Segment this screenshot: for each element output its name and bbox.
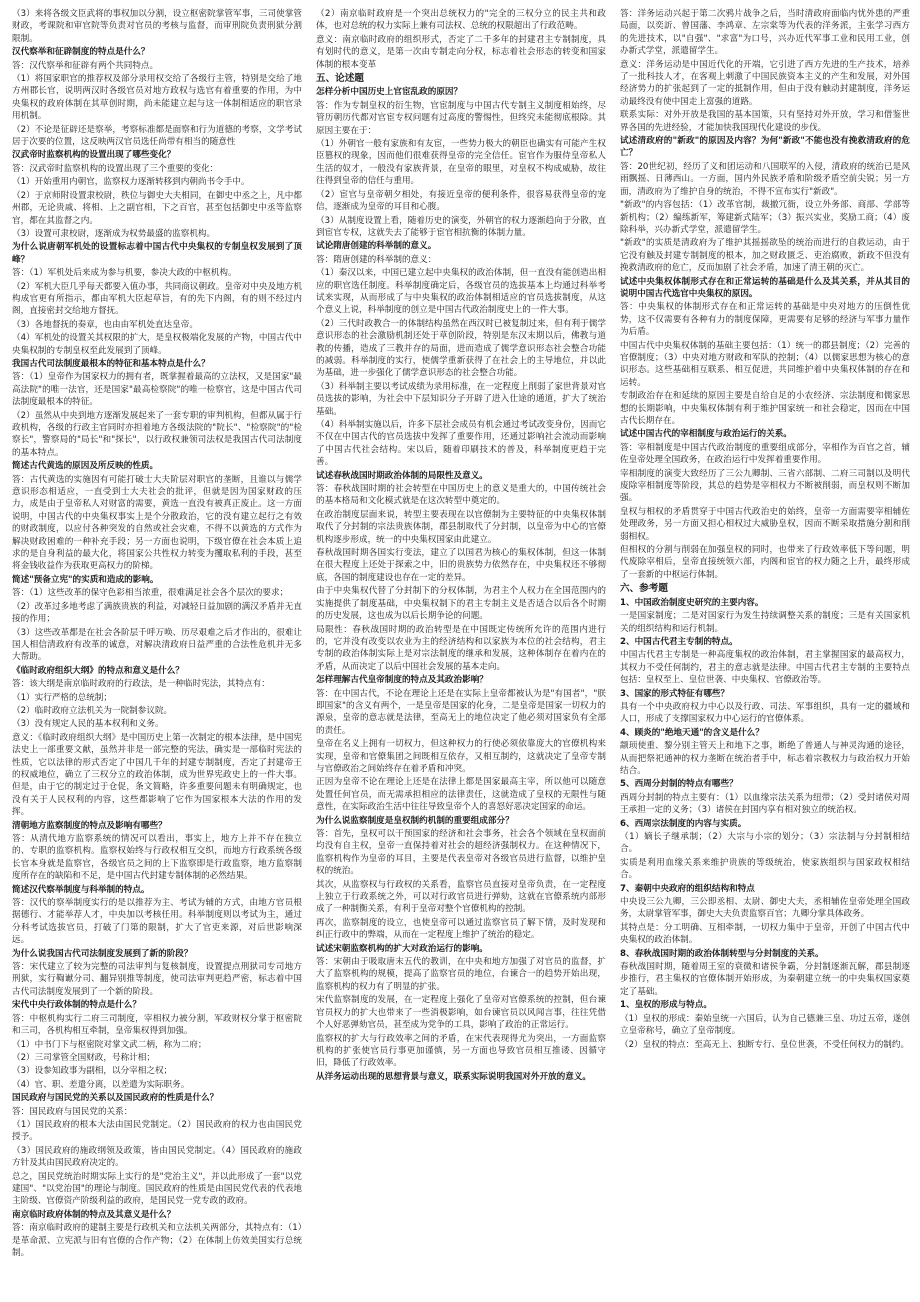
answer-paragraph: 宰相制度的演变大致经历了三公九卿制、三省六部制、二府三司制以及明代废除宰相制度等阶段，其总的趋势是宰相权力不断被削弱，而皇权则不断加强。: [620, 468, 910, 504]
question-heading: 汉代察举和征辟制度的特点是什么？: [12, 47, 150, 58]
answer-paragraph: 一是国家制度；二是对国家行为发生持续调整关系的制度；三是有关国家机关的组织结构和运行机制。: [620, 611, 910, 634]
question-heading: 1、中国政治制度史研究的主要内容。: [620, 597, 764, 608]
answer-paragraph: （3）设置可隶校尉，逐渐成为权势最盛的监察机构。: [12, 228, 216, 239]
question-heading: 简述汉代察举制度与科举制的特点。: [12, 884, 150, 895]
answer-paragraph: （2）宦官与皇帝朝夕相处，有接近皇帝的便利条件，很容易获得皇帝的宠信，逐渐成为皇帝的耳目和心腹。: [316, 189, 606, 213]
question-heading: 4、顾炎的"绝地天通"的含义是什么？: [620, 727, 764, 738]
answer-paragraph: 西周分封制的特点主要有：（1）以血缘宗法关系为纽带；（2）受封诸侯对周王承担一定的义务；（3）诸侯在封国内享有相对独立的统治权。: [620, 792, 910, 816]
answer-paragraph: 专制政治存在和延续的原因主要是自给自足的小农经济、宗法制度和儒家思想的长期影响，中央集权体制有利于维护国家统一和社会稳定，因而在中国古代长期存在。: [620, 391, 910, 426]
answer-paragraph: （2）南京临时政府是一个突出总统权力的"完全的三权分立的民主共和政体，也对总统的权力实际上兼有司法权、总统的权限超出了行政范畴。: [316, 9, 606, 32]
answer-paragraph: （1）实行严格的总统制；: [12, 692, 112, 703]
question-heading: 试述春秋战国时期政治体制的局限性及意义。: [316, 470, 488, 481]
question-heading: 宋代中央行政体制的特点是什么？: [12, 1000, 141, 1011]
question-heading: 8、春秋战国时期的政治体制转型与分封制度的关系。: [620, 948, 824, 959]
question-heading: 试述中国古代的宰相制度与政治运行的关系。: [620, 429, 792, 440]
answer-paragraph: （3）从制度设置上看，随着历史的演变，外朝官的权力逐渐趋向于分散，直到宦官专权，这就失去了能够于宦官相抗衡的体制力量。: [316, 215, 606, 238]
answer-paragraph: 答：国民政府与国民党的关系：: [12, 1106, 133, 1117]
question-heading: 怎样理解古代皇帝制度的特点及其政治影响？: [316, 675, 488, 686]
question-heading: 国民政府与国民党的关系以及国民政府的性质是什么？: [12, 1093, 219, 1104]
answer-paragraph: 正因为皇帝不论在理论上还是在法律上都是国家最高主宰，所以他可以随意处置任何官员，而无需承担相应的法律责任，这就造成了皇权的无限性与随意性，在实际政治生活中往往导致皇帝个人的喜怒好恶决定国家的命运。: [316, 777, 606, 813]
answer-paragraph: （4）军机处的设置关其权限的扩大，是皇权极端化发展的产物，中国古代中央集权制的专制皇权至此发展到了顶峰。: [12, 333, 302, 356]
answer-paragraph: 其次，从监察权与行政权的关系看，监察官员直接对皇帝负责，在一定程度上独立于行政系统之外，可以对行政官员进行弹劾，这就在官僚系统内部形成了一种制衡关系，有利于皇帝对整个官僚机构的控制。: [316, 879, 606, 915]
answer-paragraph: 皇权与相权的矛盾贯穿于中国古代政治史的始终，皇帝一方面需要宰相辅佐处理政务，另一方面又担心相权过大威胁皇权，因而不断采取措施分割和削弱相权。: [620, 506, 910, 542]
answer-paragraph: （1）嫡长子继承制；（2）大宗与小宗的划分；（3）宗法制与分封制相结合。: [620, 832, 910, 855]
answer-paragraph: （2）皇权的特点：至高无上、独断专行、皇位世袭，不受任何权力的制约。: [620, 1039, 910, 1050]
question-heading: 简述"预备立宪"的实质和造成的影响。: [12, 574, 159, 585]
answer-paragraph: （2）军机大臣几乎每天都要入值办事，共同商议朝政。皇帝对中央及地方机构成官更有所指示，都由军机大臣起草旨，有的先下内阁，有的则不经过内阁，直接密封交给地方督抚。: [12, 281, 302, 317]
answer-paragraph: （4）科举制实施以后，许多下层社会成员有机会通过考试改变身份，因而它不仅在中国古代的官员选拔中发挥了重要作用，还通过影响社会流动而影响了中国古代社会结构。宋以后，随着印刷技术的普及，科举制度更趋于完善。: [316, 420, 606, 468]
answer-paragraph: （4）官、职、差遣分离，以差遣为实际职务。: [12, 1079, 190, 1090]
question-heading: 怎样分析中国历史上官宦乱政的原因？: [316, 87, 463, 98]
question-heading: 为什么说我国古代司法制度发展到了新的阶段？: [12, 948, 193, 959]
answer-paragraph: （2）虽然从中央到地方逐渐发展起来了一套专职的审判机构，但都从属于行政机构，各级的行政主官同时亦担着地方各级法院的"院长"、"检察院"的"检察长"，警察局的"局长"和"探长"，以行政权兼领司法权是我国古代司法制度的基本特点。: [12, 410, 302, 458]
question-heading: 《临时政府组织大纲》的特点和意义是什么？: [12, 665, 184, 676]
answer-paragraph: （3）设参知政事为副相，以分宰相之权；: [12, 1066, 173, 1077]
section-heading: 五、论述题: [316, 73, 364, 85]
answer-paragraph: 在政治制度层面来说，转型主要表现在以官僚制为主要特征的中央集权体制取代了分封制的宗法贵族体制，郡县制取代了分封制，以皇帝为中心的官僚机构逐步形成，统一的中央集权国家由此建立。: [316, 509, 606, 545]
question-heading: 简述古代黄选的原因及所反映的性质。: [12, 461, 159, 472]
answer-paragraph: （3）国民政府的施政纲领及政策，皆由国民党制定。（4）国民政府的施政方针及其由国民政府决定的。: [12, 1145, 302, 1169]
answer-paragraph: 答：隋唐创建的科举制的意义：: [316, 254, 437, 265]
answer-paragraph: （1）中书门下与枢密院对掌文武二柄，称为二府；: [12, 1039, 207, 1050]
answer-paragraph: （1）外朝官一般有家族和有友宦，一些势力极大的朝臣也确实有可能产生权臣篡权的现象，因而他们很难获得皇帝的完全信任。宦官作为服侍皇帝私人生活的奴才，一般没有家族背景，在皇帝的眼里，对皇权不构成威胁，故往往得到皇帝的信任与重用。: [316, 139, 606, 187]
answer-paragraph: 但相权的分割与削弱在加强皇权的同时，也带来了行政效率低下等问题，明代废除宰相后，皇帝直接统领六部，内阁和宦官的权力随之上升，最终形成了一套新的中枢运行体制。: [620, 545, 910, 580]
question-heading: 为什么说监察制度是皇权制约机制的重要组成部分？: [316, 815, 514, 826]
answer-paragraph: 答：宋朝由于吸取唐末五代的教训，在中央和地方加强了对官员的监督，扩大了监察机构的规模，提高了监察官员的地位，台谏合一的趋势开始出现，监察机构的权力有了明显的扩张。: [316, 957, 606, 992]
question-heading: 试述中央集权体制形式存在和正常运转的基础是什么及其关系，并从其目的说明中国古代选官中央集权的原因。: [620, 276, 910, 299]
question-heading: 汉武帝时监察机构的设置出现了哪些变化？: [12, 150, 176, 161]
answer-paragraph: 答：汉代的察举制度实行的是以推荐为主、考试为辅的方式，由地方官员根据德行、才能举荐人才，中央加以考核任用。科举制度则以考试为主，通过分科考试选拔官员，打破了门第的限制，扩大了官吏来源，对后世影响深远。: [12, 898, 302, 946]
question-heading: 试述清政府的"新政"的原因及内容？为何"新政"不能也没有挽救清政府的危亡？: [620, 136, 910, 159]
answer-paragraph: 皇帝在名义上拥有一切权力，但这种权力的行使必须依靠庞大的官僚机构来实现，皇帝和官僚集团之间既相互依存，又相互制约，这就决定了皇帝专制与官僚政治之间始终存在着矛盾和冲突。: [316, 739, 606, 774]
answer-paragraph: （1）国民政府的根本大法由国民党制定。（2）国民政府的权力也由国民党授予。: [12, 1119, 302, 1143]
answer-paragraph: （3）各地督抚的奏章，也由由军机处直达皇帝。: [12, 319, 198, 330]
question-heading: 2、中国古代君主专制的特点。: [620, 636, 738, 647]
column-right: [620, 8, 910, 1294]
answer-paragraph: 联系实际：对外开放是我国的基本国策，只有坚持对外开放，学习和借鉴世界各国的先进经验，才能加快我国现代化建设的步伐。: [620, 110, 910, 133]
answer-paragraph: 中国古代中央集权体制的基础主要包括：（1）统一的郡县制度；（2）完善的官僚制度；（3）中央对地方财政和军队的控制；（4）以儒家思想为核心的意识形态。这些基础相互联系、相互促进，共同维护着中央集权体制的存在和运转。: [620, 340, 910, 388]
answer-paragraph: （1）秦汉以来，中国已建立起中央集权的政治体制，但一直没有能创造出相应的职官选任制度。科举制度确定后，各级官员的选拔基本上均通过科举考试来实现，从而形成了与中央集权的政治体制相适应的官员选拔制度，从这个意义上说，科举制度的创立是中国古代政治制度史上的一件大事。: [316, 268, 606, 316]
answer-paragraph: （3）来将各级文臣武将的事权加以分割，设立枢密院掌管军事，三司使掌管财政，考课院和审官院等负责对官员的考核与监督，而审刑院负责刑狱分割限制。: [12, 9, 302, 44]
answer-paragraph: 答：（1）军机处后来成为参与机要，参决大政的中枢机构。: [12, 268, 237, 279]
answer-paragraph: 宋代监察制度的发展，在一定程度上强化了皇帝对官僚系统的控制，但台谏官员权力的扩大也带来了一些消极影响，如台谏官员以风闻言事，往往凭借个人好恶弹劾官员，甚至成为党争的工具，影响了政治的正常运行。: [316, 995, 606, 1031]
answer-paragraph: 颛顼使重、黎分别主管天上和地下之事，断绝了普通人与神灵沟通的途径，从而把祭祀通神的权力垄断在统治者手中，标志着宗教权力与政治权力开始结合。: [620, 741, 910, 776]
answer-paragraph: 再次，监察制度的设立，也使皇帝可以通过监察官员了解下情，及时发现和纠正行政中的弊端，从而在一定程度上维护了统治的稳定。: [316, 917, 606, 941]
answer-paragraph: 答：洋务运动兴起于第二次鸦片战争之后，当时清政府面临内忧外患的严重局面，以奕訢、曾国藩、李鸿章、左宗棠等为代表的洋务派，主张学习西方的先进技术，以"自强"、"求富"为口号，兴办近代军事工业和民用工业，创办新式学堂，派遣留学生。: [620, 9, 910, 57]
answer-paragraph: 答：宰相制度是中国古代政治制度的重要组成部分，宰相作为百官之首，辅佐皇帝处理全国政务，在政治运行中发挥着重要作用。: [620, 442, 910, 466]
question-heading: 6、西周宗法制度的内容与实质。: [620, 818, 747, 829]
answer-paragraph: 答：南京临时政府的建制主要是行政机关和立法机关两部分，其特点有：（1）是革命派、立宪派与旧有官僚的合作产物；（2）在体制上仿效美国实行总统制。: [12, 1223, 302, 1258]
answer-paragraph: 答：宋代建立了较为完整的司法审判与复核制度，设置提点刑狱司专司地方刑狱，实行鞫谳分司、翻异别推等制度，使司法审判更趋严密，标志着中国古代司法制度发展到了一个新的阶段。: [12, 962, 302, 997]
column-middle: [316, 8, 606, 1294]
column-left: [12, 8, 302, 1294]
question-heading: 为什么说唐朝军机处的设置标志着中国古代中央集权的专制皇权发展到了顶峰？: [12, 242, 302, 265]
question-heading: 1、皇权的形成与特点。: [620, 1000, 712, 1011]
question-heading: 清朝地方监察制度的特点及影响有哪些？: [12, 820, 167, 831]
answer-paragraph: 答：该大纲是南京临时政府的行政法，是一种临时宪法，其特点有：: [12, 679, 270, 690]
question-heading: 5、西周分封制的特点有哪些？: [620, 779, 738, 790]
answer-paragraph: 由于中央集权代替了分封制下的分权体制，为君主个人权力在全国范围内的实施提供了制度基础，中央集权制下的君主专制主义是否适合以后各个时期的历史发展，这也成为以后长期争论的问题。: [316, 586, 606, 622]
answer-paragraph: （1）皇权的形成：秦始皇统一六国后，认为自己德兼三皇、功过五帝，遂创立皇帝称号，确立了皇帝制度。: [620, 1013, 910, 1037]
answer-paragraph: （2）三司掌管全国财政，号称计相；: [12, 1052, 155, 1063]
answer-paragraph: 答：从清代地方监察系统的情况可以看出，事实上，地方上并不存在独立的、专职的监察机构。监察权始终与行政权相互交织，而地方行政系统各级长官本身就是监察官，各级官员之间的上下监察即是行政监察，地方监察制度所存在的缺陷和不足，是中国古代封建专制体制的必然结果。: [12, 834, 302, 882]
question-heading: 试论隋唐创建的科举制的意义。: [316, 241, 437, 252]
answer-paragraph: "新政"的内容包括：（1）改革官制，裁撤冗衙，设立外务部、商部、学部等新机构；（2）编练新军，筹建新式陆军；（3）振兴实业，奖励工商；（4）废除科举，兴办新式学堂，派遣留学生。: [620, 200, 910, 235]
question-heading: 我国古代司法制度最根本的特征和基本特点是什么？: [12, 358, 210, 369]
question-heading: 3、国家的形式特征有哪些？: [620, 688, 730, 699]
answer-paragraph: （2）三代时政教合一的体制结构虽然在西汉时已被复制过来，但有利于儒学意识形态的社会激励机制还处于草创阶段，特别是东汉末期以后，佛教与道教的传播，造成了三教并存的局面，进而造成了儒学意识形态社会整合功能的减弱。科举制度的实行，使儒学重新获得了在社会上的主导地位，并以此为基础，进一步强化了儒学意识形态的社会整合功能。: [316, 318, 606, 379]
answer-paragraph: 监察权的扩大与行政效率之间的矛盾，在宋代表现得尤为突出，一方面监察机构的扩张使官员行事更加谨慎，另一方面也导致官员相互推诿、因循守旧，降低了行政效率。: [316, 1033, 606, 1069]
question-heading: 试述宋朝监察机构的扩大对政治运行的影响。: [316, 943, 488, 954]
answer-paragraph: （1）将国家职官的推荐权及部分录用权交给了各级行主管，特别是交给了地方州郡长官，说明两汉时各级官员对地方政权与选官有着重要的作用，为中央集权的政府体制在其草创时期，尚未能建立起与这一体制相适应的职官录用机制。: [12, 74, 302, 122]
answer-paragraph: 具有一个中央政府权力中心以及行政、司法、军事组织，具有一定的疆域和人口，形成了支撑国家权力中心运行的官僚体系。: [620, 701, 910, 725]
answer-paragraph: （1）开始重用内朝官，监察权力逐渐转移到内朝尚书令手中。: [12, 177, 250, 188]
answer-paragraph: （2）不论是征辟还是察举，考察标准都是面察和行为道德的考察，文学考试居于次要的位置，这反映两汉官员选任尚带有相当的随意性: [12, 124, 302, 148]
answer-paragraph: 春秋战国时期各国实行变法，建立了以国君为核心的集权体制，但这一体制在很大程度上还处于探索之中，旧的贵族势力依然存在，中央集权还不够彻底，各国的制度建设也存在一定的差异。: [316, 548, 606, 583]
answer-paragraph: 答：春秋战国时期的社会转型在中国历史上的意义是重大的，中国传统社会的基本格局和文化模式就是在这次转型中奠定的。: [316, 484, 606, 507]
answer-paragraph: 答：中央集权的体制形式存在和正常运转的基础是中央对地方的压倒性优势，这不仅需要有各种有力的制度保障，更需要有足够的经济与军事力量作为后盾。: [620, 302, 910, 338]
answer-paragraph: 春秋战国时期，随着周王室的衰微和诸侯争霸，分封制逐渐瓦解，郡县制逐步推行，君主集权的官僚体制开始形成，为秦朝建立统一的中央集权国家奠定了基础。: [620, 962, 910, 997]
answer-paragraph: 答：（1）这些改革的保守色彩相当浓重，很难满足社会各个层次的要求；: [12, 588, 289, 599]
answer-paragraph: 答：（1）皇帝作为国家权力的拥有者，既掌握着最高的立法权，又是国家"最高法院"的唯一法官，还是国家"最高检察院"的唯一检察官，这是中国古代司法制度最根本的特征。: [12, 372, 302, 408]
answer-paragraph: 答：在中国古代，不论在理论上还是在实际上皇帝都被认为是"有国者"，"朕即国家"的含义有两个，一是皇帝是国家的化身，二是皇帝是国家一切权力的源泉，皇帝的意志就是法律，至高无上的地位决定了他必须对国家负有全部的责任。: [316, 688, 606, 736]
answer-paragraph: 意义：南京临时政府的组织形式，否定了二千多年的封建君主专制制度，具有划时代的意义，是第一次由专制走向分权，标志着社会形态的转变和国家体制的根本变革: [316, 34, 606, 70]
answer-paragraph: 其特点是：分工明确、互相牵制，一切权力集中于皇帝，开创了中国古代中央集权的政治体制。: [620, 922, 910, 946]
answer-paragraph: 答：古代黄选的实施因有可能打破士大夫阶层对职官的垄断，且谁以与儒学意识形态相适应，一直受到士大夫社会的批评，但就是因为国家财政的压力，成是由于皇帝私人对财富的需要，黄选一直没有被真正废止。这一方面说明，中国古代的中央集权事实上是个分散政治，它的没有建立起行之有效的财政制度，以应付各种突发的自然或社会灾难，不得不以黄选的方式作为解决财政困难的一种补充手段；另一方面也说明，下级官僚在社会本质上追求的是自身利益的最大化，将国家公共性权力转变为攫取私利的手段，甚至将金钱收益作为获取更高权力的阶梯。: [12, 474, 302, 572]
section-heading: 六、参考题: [620, 583, 668, 595]
answer-paragraph: 答：汉代察举和征辟有两个共同特点。: [12, 60, 159, 71]
answer-paragraph: 总之，国民党统治时期实际上实行的是"党治主义"，并以此形成了一套"以党建国"、"以党治国"的理论与制度。国民政府的性质是由国民党代表的代表地主阶级、官僚资产阶级利益的政府，是国民党一党专政的政府。: [12, 1171, 302, 1207]
answer-paragraph: （3）这些改革都是在社会各阶层千呼万唤、历尽艰难之后才作出的，很难让国人相信清政府有改革的诚意，对解决清政府日益严重的合法性危机并无多大帮助。: [12, 627, 302, 663]
answer-paragraph: 答：首先，皇权可以干预国家的经济和社会事务，社会各个领域在皇权面前均没有自主权，皇帝一直保持着对社会的超经济强制权力。在这种情况下，监察机构作为皇帝的耳目，主要是代表皇帝对各级官员进行监督，以维护皇权的统治。: [316, 829, 606, 877]
answer-paragraph: 意义：洋务运动是中国近代化的开端，它引进了西方先进的生产技术，培养了一批科技人才，在客观上刺激了中国民族资本主义的产生和发展，对外国经济势力的扩张起到了一定的抵制作用，但由于没有触动封建制度，洋务运动最终没有使中国走上富强的道路。: [620, 59, 910, 107]
answer-paragraph: 中国古代君主专制是一种高度集权的政治体制，君主掌握国家的最高权力，其权力不受任何制约，君主的意志就是法律。中国古代君主专制的主要特点包括：皇权至上、皇位世袭、中央集权、官僚政治等。: [620, 650, 910, 686]
answer-paragraph: （2）改革过多地考虑了满族贵族的利益，对减轻日益加剧的满汉矛盾并无直接的作用；: [12, 601, 302, 625]
answer-paragraph: （2）临时政府立法机关为一院制参议院。: [12, 705, 173, 716]
answer-paragraph: 局限性：春秋战国时期的政治转型是在中国既定传统所允许的范围内进行的，它并没有改变以农业为主的经济结构和以家族为本位的社会结构，君主专制的政治体制实际上是对宗法制度的继承和发展，这种体制存在着内在的矛盾，从而决定了以后中国社会发展的基本走向。: [316, 624, 606, 672]
answer-paragraph: 答：20世纪初，经历了义和团运动和八国联军的入侵，清政府的统治已是风雨飘摇、日薄西山。一方面，国内外民族矛盾和阶级矛盾空前尖锐；另一方面，清政府为了维护自身的统治，不得不宣布实行"新政"。: [620, 161, 910, 197]
answer-paragraph: 意义：《临时政府组织大纲》是中国历史上第一次制定的根本法律，是中国宪法史上一部重要文献，虽然并非是一部完整的宪法，确实是一部临时宪法的性质，它以法律的形式否定了中国几千年的封建专制制度，否定了封建帝王的权威地位，确立了三权分立的政治体制，成为世界宪政史上的一件大事。但是，由于它的制定过于仓促，条文简略，许多重要问题未有明确规定，也没有关于人民权利的内容，这些都影响了它作为国家根本大法的作用的发挥。: [12, 732, 302, 818]
answer-paragraph: （3）没有规定人民的基本权利和义务。: [12, 719, 164, 730]
answer-paragraph: 答：汉武帝时监察机构的设置出现了三个重要的变化：: [12, 163, 219, 174]
answer-paragraph: （3）科举制主要以考试成绩为录用标准，在一定程度上削弱了家世背景对官员选拔的影响，为社会中下层知识分子开辟了进入仕途的通道，扩大了统治基础。: [316, 381, 606, 417]
answer-paragraph: "新政"的实质是清政府为了维护其摇摇欲坠的统治而进行的自救运动，由于它没有触及封建专制制度的根本，加之财政匮乏、吏治腐败，新政不但没有挽救清政府的危亡，反而加剧了社会矛盾，加速了清王朝的灭亡。: [620, 238, 910, 274]
answer-paragraph: 答：中枢机构实行二府三司制度，宰相权力被分割，军政财权分掌于枢密院和三司，各机构相互牵制，皇帝集权得到加强。: [12, 1013, 302, 1037]
answer-paragraph: 实质是利用血缘关系来维护贵族的等级统治，使家族组织与国家政权相结合。: [620, 857, 910, 881]
question-heading: 从洋务运动出现的思想背景与意义，联系实际说明我国对外开放的意义。: [316, 1071, 592, 1082]
question-heading: 南京临时政府体制的特点及其意义是什么？: [12, 1209, 176, 1220]
answer-paragraph: （2）于京师附设置隶校尉，秩位与御史大夫相同，在御史中丞之上，凡中都州郡，无论贵戚、将相、上之副官相，下之百官，甚至包括御史中丞等监察官，都在其监督之内。: [12, 190, 302, 226]
answer-paragraph: 答：作为专制皇权的衍生物，官宦制度与中国古代专制主义制度相始终，尽管历朝历代都对官宦专权问题有过高度的警惕性，但终究未能彻底根除。其原因主要在于：: [316, 100, 606, 136]
question-heading: 7、秦朝中央政府的组织结构和特点: [620, 883, 755, 894]
answer-paragraph: 中央设三公九卿，三公即丞相、太尉、御史大夫，丞相辅佐皇帝处理全国政务，太尉掌管军事，御史大夫负责监察百官；九卿分掌具体政务。: [620, 897, 910, 920]
